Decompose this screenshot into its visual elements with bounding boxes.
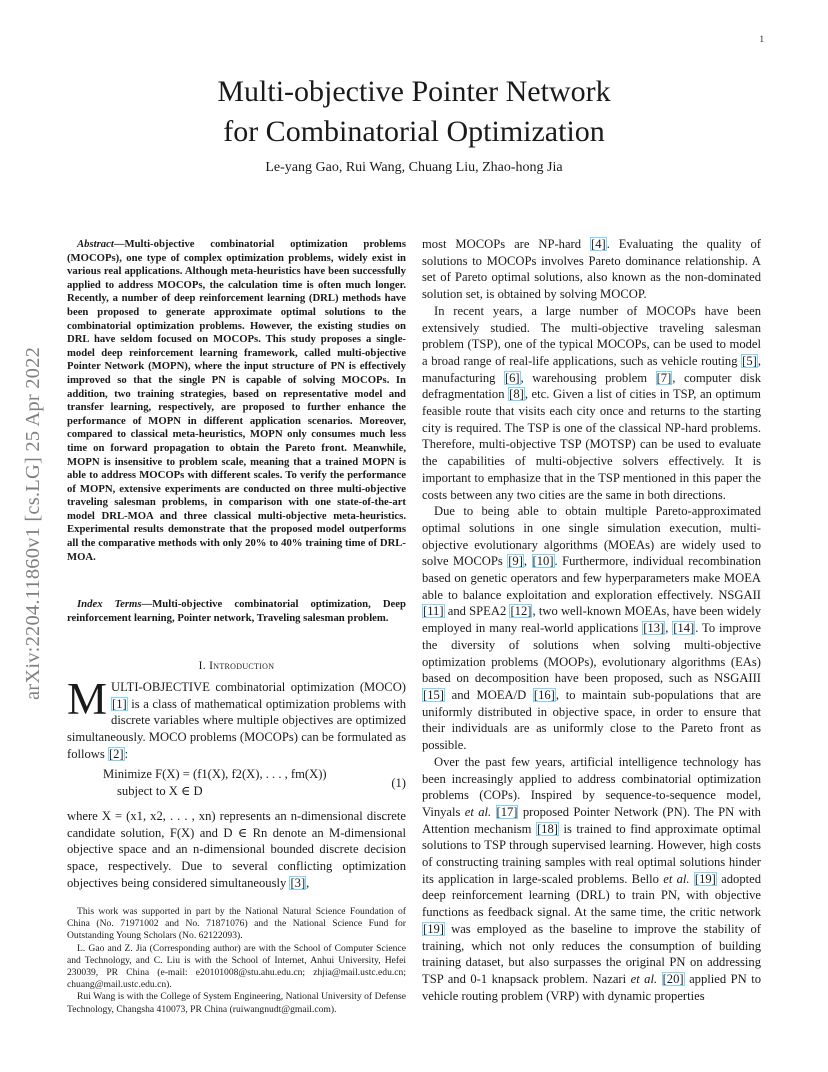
et-al-text: et al. (630, 971, 658, 986)
body-text: . Furthermore, individual recombination based on genetic operators and few hyperparameters make MOEA able to balance exploitation and exploration effectively. NSGAII (422, 554, 761, 602)
body-text: , warehousing problem (520, 370, 656, 385)
title-line-1: Multi-objective Pointer Network (217, 75, 611, 108)
citation-link[interactable]: [19] (423, 921, 444, 936)
citation-link[interactable]: [18] (536, 821, 558, 836)
index-terms (67, 598, 406, 625)
citation-link[interactable]: [7] (656, 370, 672, 385)
citation-link[interactable]: [1] (112, 696, 127, 711)
intro-text: : (124, 746, 129, 761)
intro-text: is a class of mathematical optimization problems with discrete variables where multiple objectives are optimized simultaneously. MOCO problems (MOCOPs) can be formulated as follows (67, 696, 406, 761)
abstract-text: —Multi-objective combinatorial optimization problems (MOCOPs), one type of complex optimization problems, widely exist in various real applications. Although meta-heuristics have been successfully applied to address MOCOPs, the calculation time is often much longer. Recently, a number of deep reinforcement learning (DRL) methods have been proposed to generate approximate optimal solutions to the combinatorial optimization problems. However, the existing studies on DRL have seldom focused on MOCOPs. This study proposes a single-model deep reinforcement learning framework, called multi-objective Pointer Network (MOPN), where the input structure of PN is effectively improved so that the single PN is capable of solving MOCOPs. In addition, two training strategies, based on representative model and transfer learning, respectively, are proposed to further enhance the performance of MOPN in different application scenarios. Moreover, compared to classical meta-heuristics, MOPN only consumes much less time on forward propagation to obtain the Pareto front. Meanwhile, MOPN is insensitive to problem scale, meaning that a trained MOPN is able to address MOCOPs with different scales. To verify the performance of MOPN, extensive experiments are conducted on three multi-objective traveling salesman problems, in comparison with one state-of-the-art model DRL-MOA and three classical multi-objective meta-heuristics. Experimental results demonstrate that the proposed model outperforms all the comparative methods with only 20% to 40% training time of DRL-MOA. (67, 238, 406, 563)
body-text: , to maintain sub-populations that are uniformly distributed in objective space, in order to ensure that their individuals are as uniformly close to the Pareto front as possible. (422, 687, 761, 753)
abstract (67, 238, 406, 564)
body-paragraph (67, 808, 406, 892)
citation-link[interactable]: [14] (673, 621, 695, 636)
body-text: applied PN to vehicle routing problem (VRP) with dynamic properties (422, 971, 761, 1003)
footnote-funding: This work was supported in part by the National Natural Science Foundation of China (No. 71971002 and No. 71871076) and the National Science Fund for Outstanding Young Scholars (No. 62122093). (67, 906, 406, 942)
index-terms-text: —Multi-objective combinatorial optimization, Deep reinforcement learning, Pointer network, Traveling salesman problem. (67, 598, 406, 624)
citation-link[interactable]: [8] (509, 387, 524, 402)
body-text: Due to being able to obtain multiple Pareto-approximated optimal solutions in one single simulation execution, multi-objective evolutionary algorithms (MOEAs) are widely used to solve MOCOPs (422, 504, 761, 569)
citation-link[interactable]: [9] (508, 554, 523, 569)
body-text: , (665, 621, 673, 636)
body-paragraph (422, 754, 761, 1005)
footnotes (67, 906, 406, 1016)
et-al-text: et al. (464, 804, 492, 819)
body-text: and MOEA/D (444, 687, 533, 702)
citation-link[interactable]: [11] (423, 604, 444, 619)
body-text: In recent years, a large number of MOCOPs have been extensively studied. The multi-objective traveling salesman problem (TSP), one of the typical MOCOPs, can be used to model a broad range of real-life applications, such as vehicle routing (422, 303, 761, 368)
citation-link[interactable]: [17] (496, 804, 518, 819)
body-text: where X = (x1, x2, . . . , xn) represents an n-dimensional discrete candidate solution, F(X) and D ∈ Rn denote an M-dimensional objective space and an n-dimensional bounded discrete decision space, respectively. Due to several conflicting optimization objectives being considered simultaneously (67, 809, 406, 890)
body-text (657, 972, 661, 986)
body-text: and SPEA2 (444, 604, 510, 619)
body-text: , manufacturing (422, 353, 761, 385)
intro-text: ULTI-OBJECTIVE combinatorial optimization (MOCO) (111, 680, 406, 694)
body-text: . To improve the diversity of solutions when solving multi-objective optimization problems (MOOPs), evolutionary algorithms (EAs) based on decomposition have been proposed, such as NSGAIII (422, 621, 762, 686)
citation-link[interactable]: [13] (643, 621, 665, 636)
body-text: adopted deep reinforcement learning (DRL) to train PN, with objective functions as feedback signal. At the same time, the critic network (422, 871, 762, 920)
body-text: , computer disk defragmentation (422, 370, 761, 402)
body-text: proposed Pointer Network (PN). The PN with Attention mechanism (422, 804, 761, 836)
arxiv-identifier: arXiv:2204.11860v1 [cs.LG] 25 Apr 2022 (22, 346, 44, 700)
paper-title (0, 72, 828, 152)
body-paragraph (422, 503, 761, 754)
citation-link[interactable]: [10] (532, 554, 554, 569)
citation-link[interactable]: [5] (742, 353, 757, 368)
body-text: . Evaluating the quality of solutions to MOCOPs involves Pareto dominance relationship. A set of Pareto optimal solutions, also known as the non-dominated solution set, is obtained by solving MOCOP. (422, 237, 762, 302)
citation-link[interactable]: [16] (533, 687, 555, 702)
citation-link[interactable]: [4] (591, 237, 606, 251)
section-heading-introduction: I. Introduction (198, 660, 275, 672)
drop-cap: M (67, 674, 108, 724)
page-number: 1 (759, 34, 764, 44)
citation-link[interactable]: [19] (694, 871, 716, 886)
title-line-2: for Combinatorial Optimization (223, 115, 605, 148)
citation-link[interactable]: [20] (662, 971, 684, 986)
abstract-label: Abstract (77, 238, 114, 250)
citation-link[interactable]: [3] (290, 875, 306, 890)
arxiv-sidebar (18, 300, 42, 700)
body-text: , (306, 875, 310, 890)
body-paragraph (422, 303, 761, 503)
intro-paragraph (67, 674, 406, 763)
body-text: , two well-known MOEAs, have been widely employed in many real-world applications (422, 604, 761, 636)
citation-link[interactable]: [2] (108, 746, 124, 761)
equation-line-2: subject to X ∈ D (117, 784, 203, 798)
citation-link[interactable]: [15] (423, 687, 444, 702)
equation-1 (67, 766, 406, 802)
body-text: is trained to find approximate optimal solutions to TSP through supervised learning. However, high costs of constructing training samples with real optimal solutions hinder its application in large-scaled problems. Bello (422, 821, 761, 886)
et-al-text: et al. (663, 871, 690, 886)
body-paragraph (422, 236, 761, 303)
equation-number: (1) (391, 776, 406, 790)
right-column (422, 236, 761, 1004)
citation-link[interactable]: [12] (510, 604, 532, 619)
equation-line-1: Minimize F(X) = (f1(X), f2(X), . . . , fm(X)) (103, 767, 327, 781)
body-text (491, 805, 495, 819)
body-text: , etc. Given a list of cities in TSP, an optimum feasible route that visits each city once and returns to the starting city is required. The TSP is one of the classical NP-hard problems. Therefore, multi-objective TSP (MOTSP) can be used to evaluate the capabilities of multi-objective solvers effectively. It is important to emphasize that in the TSP mentioned in this paper the costs between any two cities are the same in both directions. (422, 387, 761, 502)
citation-link[interactable]: [6] (504, 370, 520, 385)
body-text: Over the past few years, artificial intelligence technology has been increasingly applied to address combinatorial optimization problems (COPs). Inspired by sequence-to-sequence model, Vinyals (422, 754, 761, 819)
index-terms-label: Index Terms (77, 598, 142, 610)
body-text: most MOCOPs are NP-hard (422, 237, 590, 251)
footnote-affiliation-1: L. Gao and Z. Jia (Corresponding author) are with the School of Computer Science and Technology, and C. Liu is with the School of Internet, Anhui University, Hefei 230039, PR China (e-mail: e20101008@stu.ahu.edu.cn; zhjia@mail.ustc.edu.cn; chuang@mail.ustc.edu.cn). (67, 942, 406, 991)
body-text: was employed as the baseline to improve the stability of training, which not only reduces the consumption of building training dataset, but also surpasses the original PN on addressing TSP and 0-1 knapsack problem. Nazari (422, 921, 761, 986)
footnote-affiliation-2: Rui Wang is with the College of System Engineering, National University of Defense Technology, Changsha 410073, PR China (ruiwangnudt@gmail.com). (67, 991, 406, 1015)
author-list: Le-yang Gao, Rui Wang, Chuang Liu, Zhao-hong Jia (265, 160, 563, 175)
body-text: , (523, 554, 532, 569)
